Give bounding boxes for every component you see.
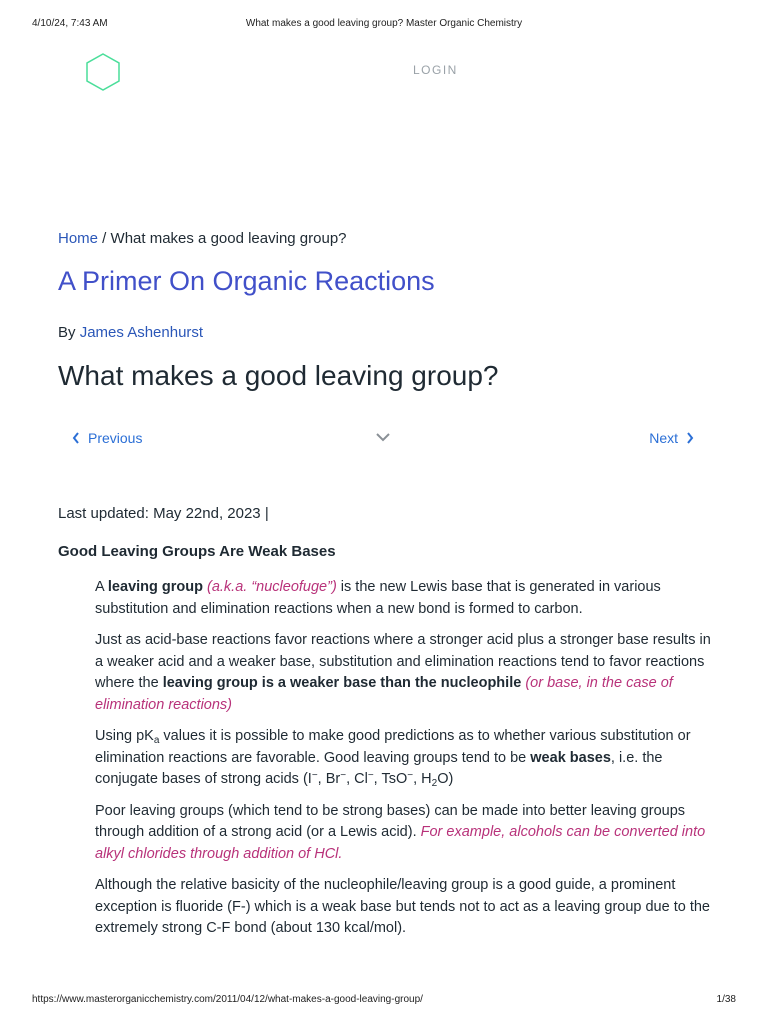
key-point: leaving group is a weaker base than the nucleophile (162, 675, 522, 691)
text: , H (413, 771, 432, 787)
previous-link[interactable] (72, 430, 142, 446)
next-link[interactable] (649, 430, 694, 446)
chevron-right-icon (686, 432, 694, 444)
text: Although the relative basicity of the nucleophile/leaving group is a good guide, a prominent exception is fluoride (F-) which is a weak base but tends not to act as a leaving group due to the extremely strong C-F bond (about 130 kcal/mol). (95, 877, 710, 936)
print-datetime: 4/10/24, 7:43 AM (32, 18, 108, 29)
paragraph-fluoride-exception (95, 875, 715, 940)
superscript: − (407, 770, 414, 781)
superscript: − (340, 770, 347, 781)
byline-prefix: By (58, 324, 80, 341)
text: , Br (317, 771, 341, 787)
subscript: a (153, 735, 160, 746)
breadcrumb (58, 230, 347, 247)
text: , TsO (373, 771, 408, 787)
print-footer (32, 994, 736, 1008)
term-weak-bases: weak bases (530, 749, 611, 766)
elimination-note: (or base, in the case of elimination reactions) (95, 675, 673, 713)
text: O) (437, 771, 454, 787)
text: A (95, 579, 108, 595)
series-title[interactable]: A Primer On Organic Reactions (58, 266, 435, 296)
paragraph-pka (95, 726, 715, 791)
next-label: Next (649, 430, 678, 446)
text: , Cl (346, 771, 368, 787)
article-title: What makes a good leaving group? (58, 360, 499, 391)
breadcrumb-current: What makes a good leaving group? (110, 230, 347, 247)
article-body (95, 577, 715, 950)
superscript: − (311, 770, 318, 781)
previous-label: Previous (88, 430, 143, 446)
paragraph-poor-leaving-groups (95, 801, 715, 866)
text: is the new Lewis base that is generated in various substitution and elimination reactions when a new bond is formed to carbon. (95, 579, 661, 617)
paragraph-leaving-group-definition (95, 577, 715, 620)
print-url: https://www.masterorganicchemistry.com/2011/04/12/what-makes-a-good-leaving-group/ (32, 994, 423, 1005)
print-header (32, 18, 736, 32)
author-link[interactable]: James Ashenhurst (79, 324, 204, 341)
term-leaving-group: leaving group (107, 579, 203, 595)
subscript: 2 (431, 778, 438, 789)
text: Poor leaving groups (which tend to be strong bases) can be made into better leaving groups through addition of a strong acid (or a Lewis acid). (95, 802, 686, 840)
text: Using pK (95, 728, 154, 744)
aka-note: (a.k.a. “nucleofuge”) (207, 579, 337, 595)
text: , i.e. the conjugate bases of strong acids (I (95, 749, 663, 787)
chevron-left-icon (72, 432, 80, 444)
byline (58, 324, 203, 341)
paragraph-acid-base-analogy (95, 630, 715, 716)
text: values it is possible to make good predictions as to whether various substitution or elimination reactions are favorable. Good leaving groups tend to be (95, 728, 691, 766)
section-heading: Good Leaving Groups Are Weak Bases (58, 543, 336, 560)
example-note: For example, alcohols can be converted into alkyl chlorides through addition of HCl. (95, 824, 706, 862)
breadcrumb-home-link[interactable]: Home (58, 230, 99, 247)
chevron-down-icon[interactable] (375, 431, 391, 443)
last-updated: Last updated: May 22nd, 2023 | (58, 505, 269, 522)
superscript: − (367, 770, 374, 781)
hexagon-icon[interactable] (84, 52, 122, 92)
print-page-title: What makes a good leaving group? Master Organic Chemistry (245, 18, 523, 29)
print-page-number: 1/38 (716, 994, 736, 1005)
text: Just as acid-base reactions favor reactions where a stronger acid plus a stronger base results in a weaker acid and a weaker base, substitution and elimination reactions tend to favor reactions where the (95, 632, 711, 691)
login-link[interactable]: LOGIN (413, 63, 458, 77)
breadcrumb-separator: / (98, 230, 111, 247)
